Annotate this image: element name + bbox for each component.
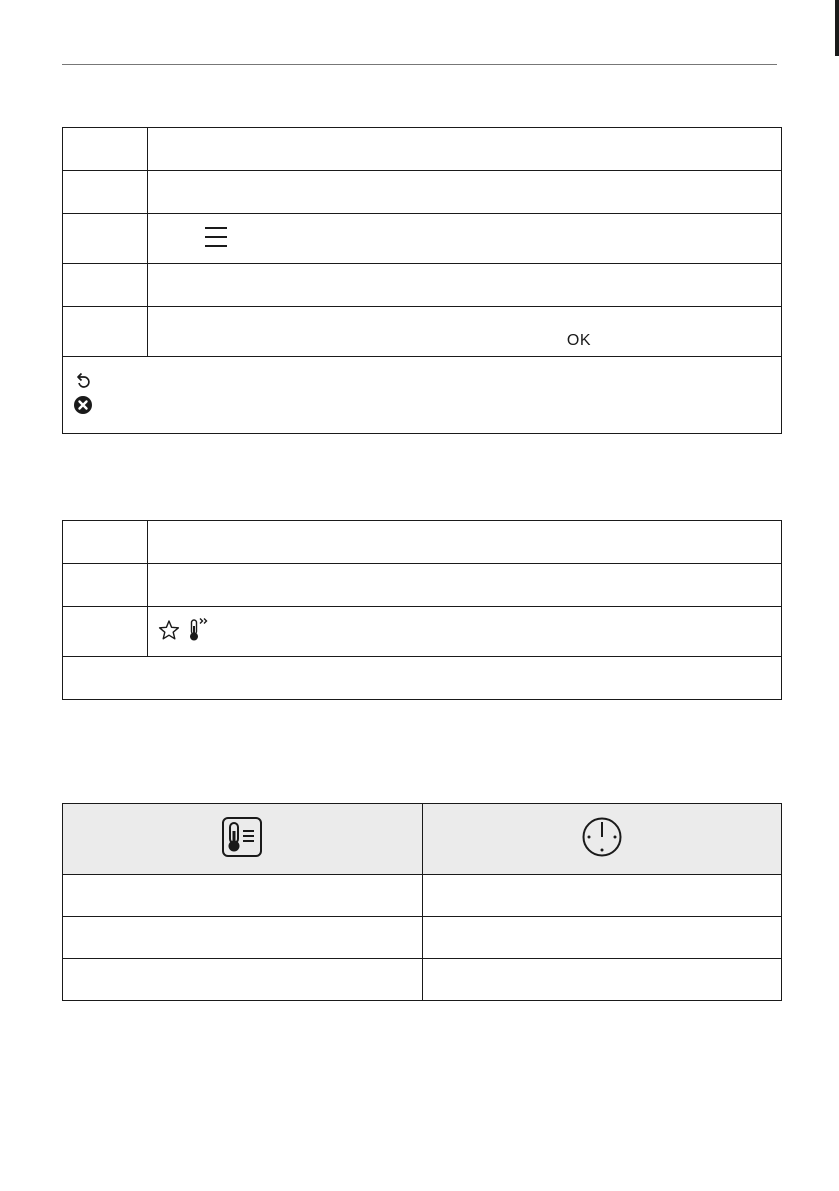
header-cell-clock — [422, 804, 782, 875]
undo-arrow-icon — [73, 371, 93, 395]
step-number — [63, 128, 148, 171]
step-text-with-key — [148, 307, 782, 357]
table-cell — [422, 917, 782, 959]
icon-row — [158, 617, 771, 647]
table-row — [63, 521, 782, 564]
star-icon — [158, 619, 180, 645]
page-edge-mark — [835, 0, 839, 1191]
table-cell — [63, 917, 423, 959]
step-number — [63, 307, 148, 357]
table-row — [63, 564, 782, 607]
table-row — [63, 607, 782, 657]
steps-table — [62, 127, 782, 434]
table-cell — [63, 875, 423, 917]
thermometer-fast-heat-icon — [186, 617, 212, 647]
step-number — [63, 521, 148, 564]
table-row — [63, 307, 782, 357]
ok-key-label: OK — [566, 331, 591, 349]
step-text — [148, 564, 782, 607]
table-row — [63, 264, 782, 307]
header-cell-food-sensor — [63, 804, 423, 875]
notes-row — [63, 657, 782, 700]
table-cell — [63, 959, 423, 1001]
step-number — [63, 264, 148, 307]
step-text — [148, 264, 782, 307]
header-rule — [62, 64, 777, 65]
step-text-with-icons — [148, 607, 782, 657]
table-row — [63, 917, 782, 959]
favourites-table — [62, 520, 782, 700]
notes-cell — [63, 357, 782, 434]
step-text — [148, 128, 782, 171]
step-text — [148, 171, 782, 214]
compare-table — [62, 803, 782, 1001]
notes-cell — [63, 657, 782, 700]
clock-icon — [581, 816, 623, 862]
table-header-row — [63, 804, 782, 875]
cancel-x-icon — [73, 395, 93, 419]
table-cell — [422, 875, 782, 917]
table-row — [63, 128, 782, 171]
food-sensor-thermometer-icon — [221, 816, 263, 862]
table-row — [63, 171, 782, 214]
step-number — [63, 564, 148, 607]
step-text — [148, 521, 782, 564]
step-number — [63, 214, 148, 264]
note-line — [73, 371, 771, 395]
table-row — [63, 875, 782, 917]
note-line — [73, 395, 771, 419]
step-number — [63, 171, 148, 214]
table-row — [63, 959, 782, 1001]
table-cell — [422, 959, 782, 1001]
step-number — [63, 607, 148, 657]
notes-row — [63, 357, 782, 434]
menu-icon — [204, 225, 228, 253]
step-text-with-icon — [148, 214, 782, 264]
table-row — [63, 214, 782, 264]
